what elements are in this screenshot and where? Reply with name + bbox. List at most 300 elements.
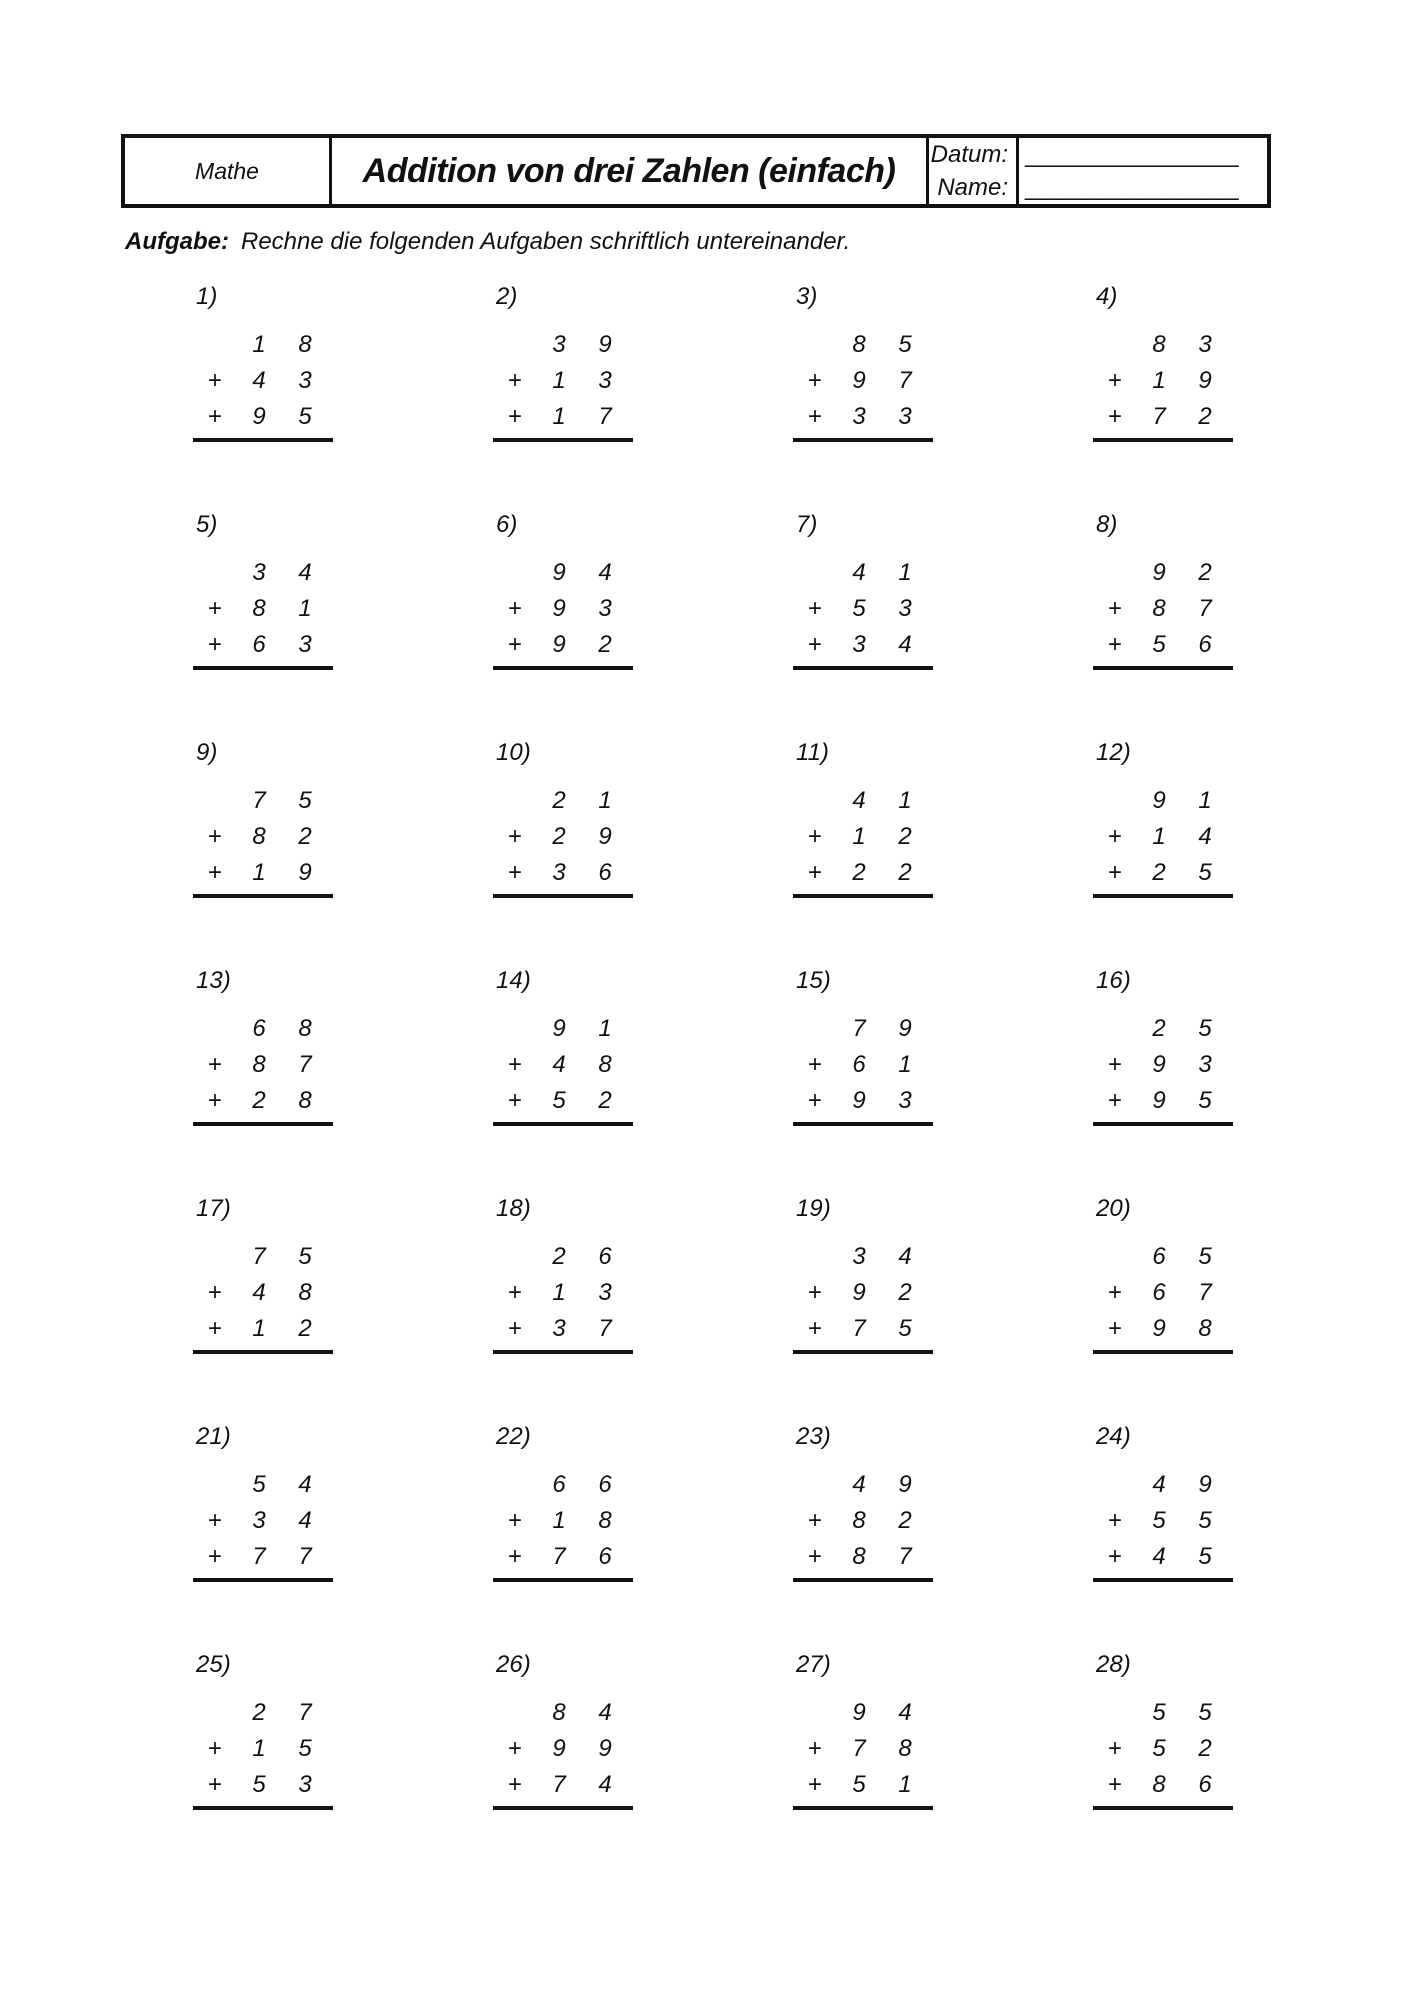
tens-digit: 3 [552,859,566,886]
ones-digit: 3 [598,367,612,394]
plus-sign: + [807,595,822,622]
tens-digit: 5 [552,1087,566,1114]
addend-row [193,331,333,367]
ones-digit: 7 [598,403,612,430]
tens-digit: 6 [252,631,266,658]
addend-row [493,1771,633,1807]
problem-6 [493,511,633,671]
plus-sign: + [807,1543,822,1570]
ones-digit: 3 [598,595,612,622]
tens-digit: 9 [852,1699,866,1726]
ones-digit: 2 [898,1279,912,1306]
problem-number: 13) [196,967,231,994]
ones-digit: 8 [598,1051,612,1078]
tens-digit: 8 [852,1543,866,1570]
tens-digit: 6 [252,1015,266,1042]
addend-row [193,1471,333,1507]
tens-digit: 4 [252,1279,266,1306]
problem-number: 12) [1096,739,1131,766]
addend-row [193,1735,333,1771]
addend-row [193,1087,333,1123]
ones-digit: 8 [298,1087,312,1114]
problem-number: 6) [496,511,518,538]
problem-number: 22) [496,1423,531,1450]
problem-number: 26) [496,1651,531,1678]
tens-digit: 5 [252,1771,266,1798]
tens-digit: 9 [1152,1087,1166,1114]
problem-20 [1093,1195,1233,1355]
ones-digit: 9 [898,1015,912,1042]
ones-digit: 9 [898,1471,912,1498]
tens-digit: 7 [552,1543,566,1570]
addend-row [193,1279,333,1315]
tens-digit: 3 [252,1507,266,1534]
ones-digit: 4 [898,1243,912,1270]
tens-digit: 4 [1152,1543,1166,1570]
task-instruction [125,228,850,256]
plus-sign: + [807,859,822,886]
tens-digit: 1 [552,403,566,430]
tens-digit: 5 [1152,1507,1166,1534]
addend-row [793,595,933,631]
sum-line [193,1806,333,1810]
addend-row [493,403,633,439]
ones-digit: 2 [598,1087,612,1114]
addend-row [193,1507,333,1543]
tens-digit: 9 [552,1015,566,1042]
tens-digit: 8 [852,1507,866,1534]
ones-digit: 9 [598,823,612,850]
ones-digit: 3 [898,595,912,622]
ones-digit: 2 [298,823,312,850]
sum-line [193,438,333,442]
problem-9 [193,739,333,899]
problem-16 [1093,967,1233,1127]
ones-digit: 1 [898,787,912,814]
addend-row [793,1279,933,1315]
ones-digit: 9 [1198,1471,1212,1498]
addend-row [793,1051,933,1087]
addend-row [1093,1051,1233,1087]
addend-row [1093,859,1233,895]
sum-line [793,1806,933,1810]
addend-row [1093,1507,1233,1543]
problem-27 [793,1651,933,1811]
addend-row [793,1507,933,1543]
addend-row [793,1315,933,1351]
sum-line [493,894,633,898]
addend-row [793,1015,933,1051]
problem-25 [193,1651,333,1811]
tens-digit: 3 [852,631,866,658]
tens-digit: 9 [552,1735,566,1762]
addend-row [793,559,933,595]
plus-sign: + [507,1087,522,1114]
problem-22 [493,1423,633,1583]
tens-digit: 8 [552,1699,566,1726]
plus-sign: + [207,367,222,394]
tens-digit: 7 [252,1243,266,1270]
tens-digit: 1 [252,1735,266,1762]
problem-number: 18) [496,1195,531,1222]
ones-digit: 7 [898,367,912,394]
addend-row [193,787,333,823]
problem-number: 2) [496,283,518,310]
problem-number: 16) [1096,967,1131,994]
tens-digit: 5 [1152,1699,1166,1726]
ones-digit: 3 [298,367,312,394]
problem-11 [793,739,933,899]
addend-row [793,631,933,667]
problem-17 [193,1195,333,1355]
ones-digit: 2 [898,1507,912,1534]
tens-digit: 9 [252,403,266,430]
tens-digit: 4 [252,367,266,394]
ones-digit: 5 [1198,1087,1212,1114]
addend-row [793,823,933,859]
date-label: Datum: [930,141,1008,168]
ones-digit: 3 [298,631,312,658]
ones-digit: 4 [898,1699,912,1726]
addend-row [493,823,633,859]
sum-line [1093,1806,1233,1810]
plus-sign: + [807,823,822,850]
sum-line [193,1578,333,1582]
problem-13 [193,967,333,1127]
sum-line [193,1350,333,1354]
ones-digit: 3 [1198,331,1212,358]
problem-number: 5) [196,511,218,538]
plus-sign: + [1107,1543,1122,1570]
ones-digit: 7 [598,1315,612,1342]
addend-row [493,1735,633,1771]
tens-digit: 9 [852,367,866,394]
plus-sign: + [1107,367,1122,394]
plus-sign: + [207,1315,222,1342]
tens-digit: 9 [1152,787,1166,814]
tens-digit: 2 [252,1699,266,1726]
addend-row [493,1087,633,1123]
ones-digit: 1 [598,1015,612,1042]
sum-line [1093,666,1233,670]
addend-row [193,559,333,595]
tens-digit: 3 [552,331,566,358]
addend-row [193,1015,333,1051]
problem-number: 19) [796,1195,831,1222]
task-text: Rechne die folgenden Aufgaben schriftlich untereinander. [241,228,851,255]
plus-sign: + [207,631,222,658]
tens-digit: 8 [1152,331,1166,358]
problem-21 [193,1423,333,1583]
problem-number: 27) [796,1651,831,1678]
plus-sign: + [807,631,822,658]
ones-digit: 2 [298,1315,312,1342]
addend-row [793,367,933,403]
addend-row [193,1771,333,1807]
problem-number: 1) [196,283,218,310]
problem-number: 17) [196,1195,231,1222]
plus-sign: + [507,631,522,658]
sum-line [493,438,633,442]
ones-digit: 6 [598,1471,612,1498]
ones-digit: 1 [598,787,612,814]
plus-sign: + [1107,403,1122,430]
addend-row [193,859,333,895]
ones-digit: 6 [598,1243,612,1270]
addend-row [793,859,933,895]
ones-digit: 2 [1198,1735,1212,1762]
problem-number: 24) [1096,1423,1131,1450]
name-line: ________________ [1025,174,1239,201]
sum-line [493,1806,633,1810]
problem-number: 3) [796,283,818,310]
tens-digit: 7 [852,1735,866,1762]
plus-sign: + [807,1315,822,1342]
ones-digit: 3 [1198,1051,1212,1078]
tens-digit: 5 [1152,1735,1166,1762]
problem-19 [793,1195,933,1355]
problem-7 [793,511,933,671]
sum-line [493,1122,633,1126]
plus-sign: + [1107,631,1122,658]
plus-sign: + [507,403,522,430]
ones-digit: 2 [898,823,912,850]
tens-digit: 2 [552,823,566,850]
plus-sign: + [507,1315,522,1342]
ones-digit: 4 [298,1471,312,1498]
sum-line [793,894,933,898]
addend-row [793,1771,933,1807]
addend-row [1093,631,1233,667]
ones-digit: 7 [298,1699,312,1726]
problem-number: 9) [196,739,218,766]
addend-row [1093,1771,1233,1807]
tens-digit: 5 [252,1471,266,1498]
tens-digit: 8 [1152,595,1166,622]
problem-15 [793,967,933,1127]
tens-digit: 9 [552,595,566,622]
sum-line [493,666,633,670]
tens-digit: 1 [552,367,566,394]
ones-digit: 5 [898,1315,912,1342]
tens-digit: 2 [552,787,566,814]
plus-sign: + [1107,1735,1122,1762]
tens-digit: 5 [1152,631,1166,658]
tens-digit: 7 [852,1015,866,1042]
tens-digit: 5 [852,1771,866,1798]
addend-row [493,559,633,595]
ones-digit: 6 [1198,631,1212,658]
plus-sign: + [507,367,522,394]
tens-digit: 8 [252,823,266,850]
tens-digit: 4 [852,1471,866,1498]
problem-4 [1093,283,1233,443]
ones-digit: 7 [298,1051,312,1078]
problem-number: 15) [796,967,831,994]
addend-row [493,367,633,403]
plus-sign: + [1107,595,1122,622]
tens-digit: 5 [852,595,866,622]
ones-digit: 8 [898,1735,912,1762]
ones-digit: 8 [1198,1315,1212,1342]
tens-digit: 1 [252,331,266,358]
addend-row [1093,331,1233,367]
ones-digit: 9 [598,331,612,358]
addend-row [493,787,633,823]
problem-number: 23) [796,1423,831,1450]
addend-row [493,1699,633,1735]
tens-digit: 2 [1152,859,1166,886]
tens-digit: 3 [552,1315,566,1342]
ones-digit: 3 [298,1771,312,1798]
problem-23 [793,1423,933,1583]
date-name-labels [929,138,1019,204]
ones-digit: 6 [598,1543,612,1570]
ones-digit: 5 [898,331,912,358]
ones-digit: 3 [598,1279,612,1306]
addend-row [1093,1699,1233,1735]
addend-row [493,1243,633,1279]
addend-row [493,1507,633,1543]
addend-row [793,1699,933,1735]
tens-digit: 8 [252,1051,266,1078]
problem-number: 7) [796,511,818,538]
tens-digit: 8 [1152,1771,1166,1798]
tens-digit: 8 [852,331,866,358]
plus-sign: + [1107,823,1122,850]
addend-row [493,631,633,667]
addend-row [493,595,633,631]
sum-line [793,1122,933,1126]
addend-row [793,1471,933,1507]
plus-sign: + [507,595,522,622]
problem-number: 4) [1096,283,1118,310]
tens-digit: 4 [552,1051,566,1078]
addend-row [493,1279,633,1315]
ones-digit: 4 [898,631,912,658]
addend-row [1093,1087,1233,1123]
plus-sign: + [207,859,222,886]
tens-digit: 7 [1152,403,1166,430]
plus-sign: + [207,1051,222,1078]
plus-sign: + [1107,1051,1122,1078]
sum-line [193,894,333,898]
sum-line [1093,438,1233,442]
tens-digit: 4 [852,559,866,586]
addend-row [793,1243,933,1279]
ones-digit: 4 [298,1507,312,1534]
tens-digit: 9 [1152,559,1166,586]
ones-digit: 2 [598,631,612,658]
ones-digit: 4 [598,1699,612,1726]
addend-row [1093,1735,1233,1771]
sum-line [193,666,333,670]
tens-digit: 9 [552,559,566,586]
ones-digit: 9 [1198,367,1212,394]
addend-row [1093,1015,1233,1051]
plus-sign: + [1107,1087,1122,1114]
sum-line [793,1350,933,1354]
problem-number: 20) [1096,1195,1131,1222]
addend-row [493,1015,633,1051]
plus-sign: + [1107,1279,1122,1306]
task-label: Aufgabe: [125,228,229,255]
addend-row [193,631,333,667]
addend-row [493,1471,633,1507]
tens-digit: 2 [252,1087,266,1114]
addend-row [493,1051,633,1087]
ones-digit: 7 [298,1543,312,1570]
addend-row [793,787,933,823]
tens-digit: 6 [552,1471,566,1498]
addend-row [193,823,333,859]
ones-digit: 8 [598,1507,612,1534]
tens-digit: 2 [852,859,866,886]
plus-sign: + [807,1771,822,1798]
tens-digit: 3 [852,1243,866,1270]
tens-digit: 2 [1152,1015,1166,1042]
ones-digit: 6 [1198,1771,1212,1798]
sum-line [1093,894,1233,898]
tens-digit: 1 [252,859,266,886]
plus-sign: + [207,403,222,430]
ones-digit: 1 [898,1051,912,1078]
plus-sign: + [207,1279,222,1306]
addend-row [793,403,933,439]
plus-sign: + [807,1051,822,1078]
ones-digit: 8 [298,1015,312,1042]
addend-row [193,367,333,403]
tens-digit: 8 [252,595,266,622]
ones-digit: 9 [598,1735,612,1762]
addend-row [1093,1315,1233,1351]
problem-28 [1093,1651,1233,1811]
plus-sign: + [507,1279,522,1306]
addend-row [1093,1279,1233,1315]
ones-digit: 8 [298,1279,312,1306]
problem-number: 8) [1096,511,1118,538]
subject-cell: Mathe [125,138,332,204]
plus-sign: + [507,823,522,850]
ones-digit: 7 [1198,595,1212,622]
problem-number: 21) [196,1423,231,1450]
ones-digit: 1 [898,1771,912,1798]
ones-digit: 1 [298,595,312,622]
tens-digit: 4 [1152,1471,1166,1498]
addend-row [1093,787,1233,823]
tens-digit: 6 [1152,1243,1166,1270]
addend-row [1093,595,1233,631]
plus-sign: + [207,1087,222,1114]
ones-digit: 8 [298,331,312,358]
addend-row [1093,823,1233,859]
problem-1 [193,283,333,443]
ones-digit: 5 [1198,859,1212,886]
ones-digit: 4 [298,559,312,586]
plus-sign: + [507,1507,522,1534]
plus-sign: + [1107,1315,1122,1342]
tens-digit: 9 [1152,1051,1166,1078]
addend-row [1093,1243,1233,1279]
plus-sign: + [207,1507,222,1534]
tens-digit: 3 [852,403,866,430]
sum-line [1093,1122,1233,1126]
ones-digit: 5 [298,1735,312,1762]
ones-digit: 5 [1198,1243,1212,1270]
tens-digit: 1 [552,1507,566,1534]
ones-digit: 4 [598,1771,612,1798]
addend-row [193,1315,333,1351]
